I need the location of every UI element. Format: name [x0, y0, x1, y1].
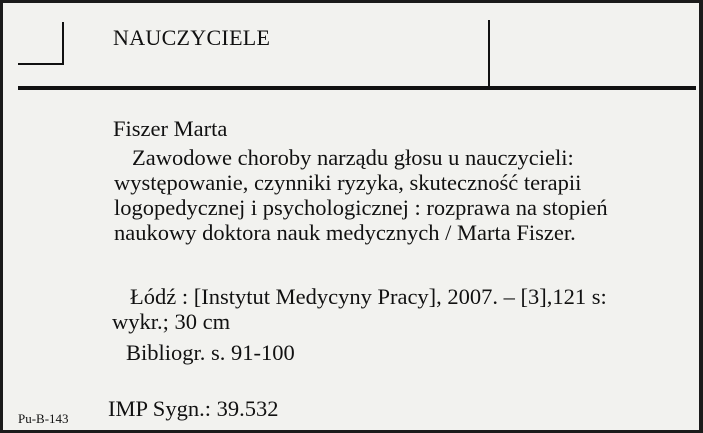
- card-edge-left: [0, 0, 3, 433]
- corner-mark-horizontal: [18, 63, 64, 65]
- shelf-prefix: Pu-B-143: [18, 411, 69, 426]
- bibliography-note: Bibliogr. s. 91-100: [126, 340, 295, 365]
- card-edge-top: [0, 0, 703, 3]
- subject-heading: NAUCZYCIELE: [113, 25, 271, 50]
- publication-details: Łódź : [Instytut Medycyny Pracy], 2007. – [3],121 s: wykr.; 30 cm: [112, 284, 607, 334]
- heading-rule: [18, 86, 696, 90]
- corner-mark-vertical: [62, 22, 64, 65]
- title-statement: Zawodowe choroby narządu głosu u nauczycieli: występowanie, czynniki ryzyka, skuteczność terapii logopedycznej i psychologicznej : rozprawa na stopień naukowy doktora nauk medycznych / Marta Fiszer.: [114, 145, 608, 245]
- author-name: Fiszer Marta: [113, 116, 228, 141]
- call-number: IMP Sygn.: 39.532: [108, 396, 279, 421]
- heading-divider: [488, 20, 490, 86]
- card-edge-right: [699, 0, 703, 433]
